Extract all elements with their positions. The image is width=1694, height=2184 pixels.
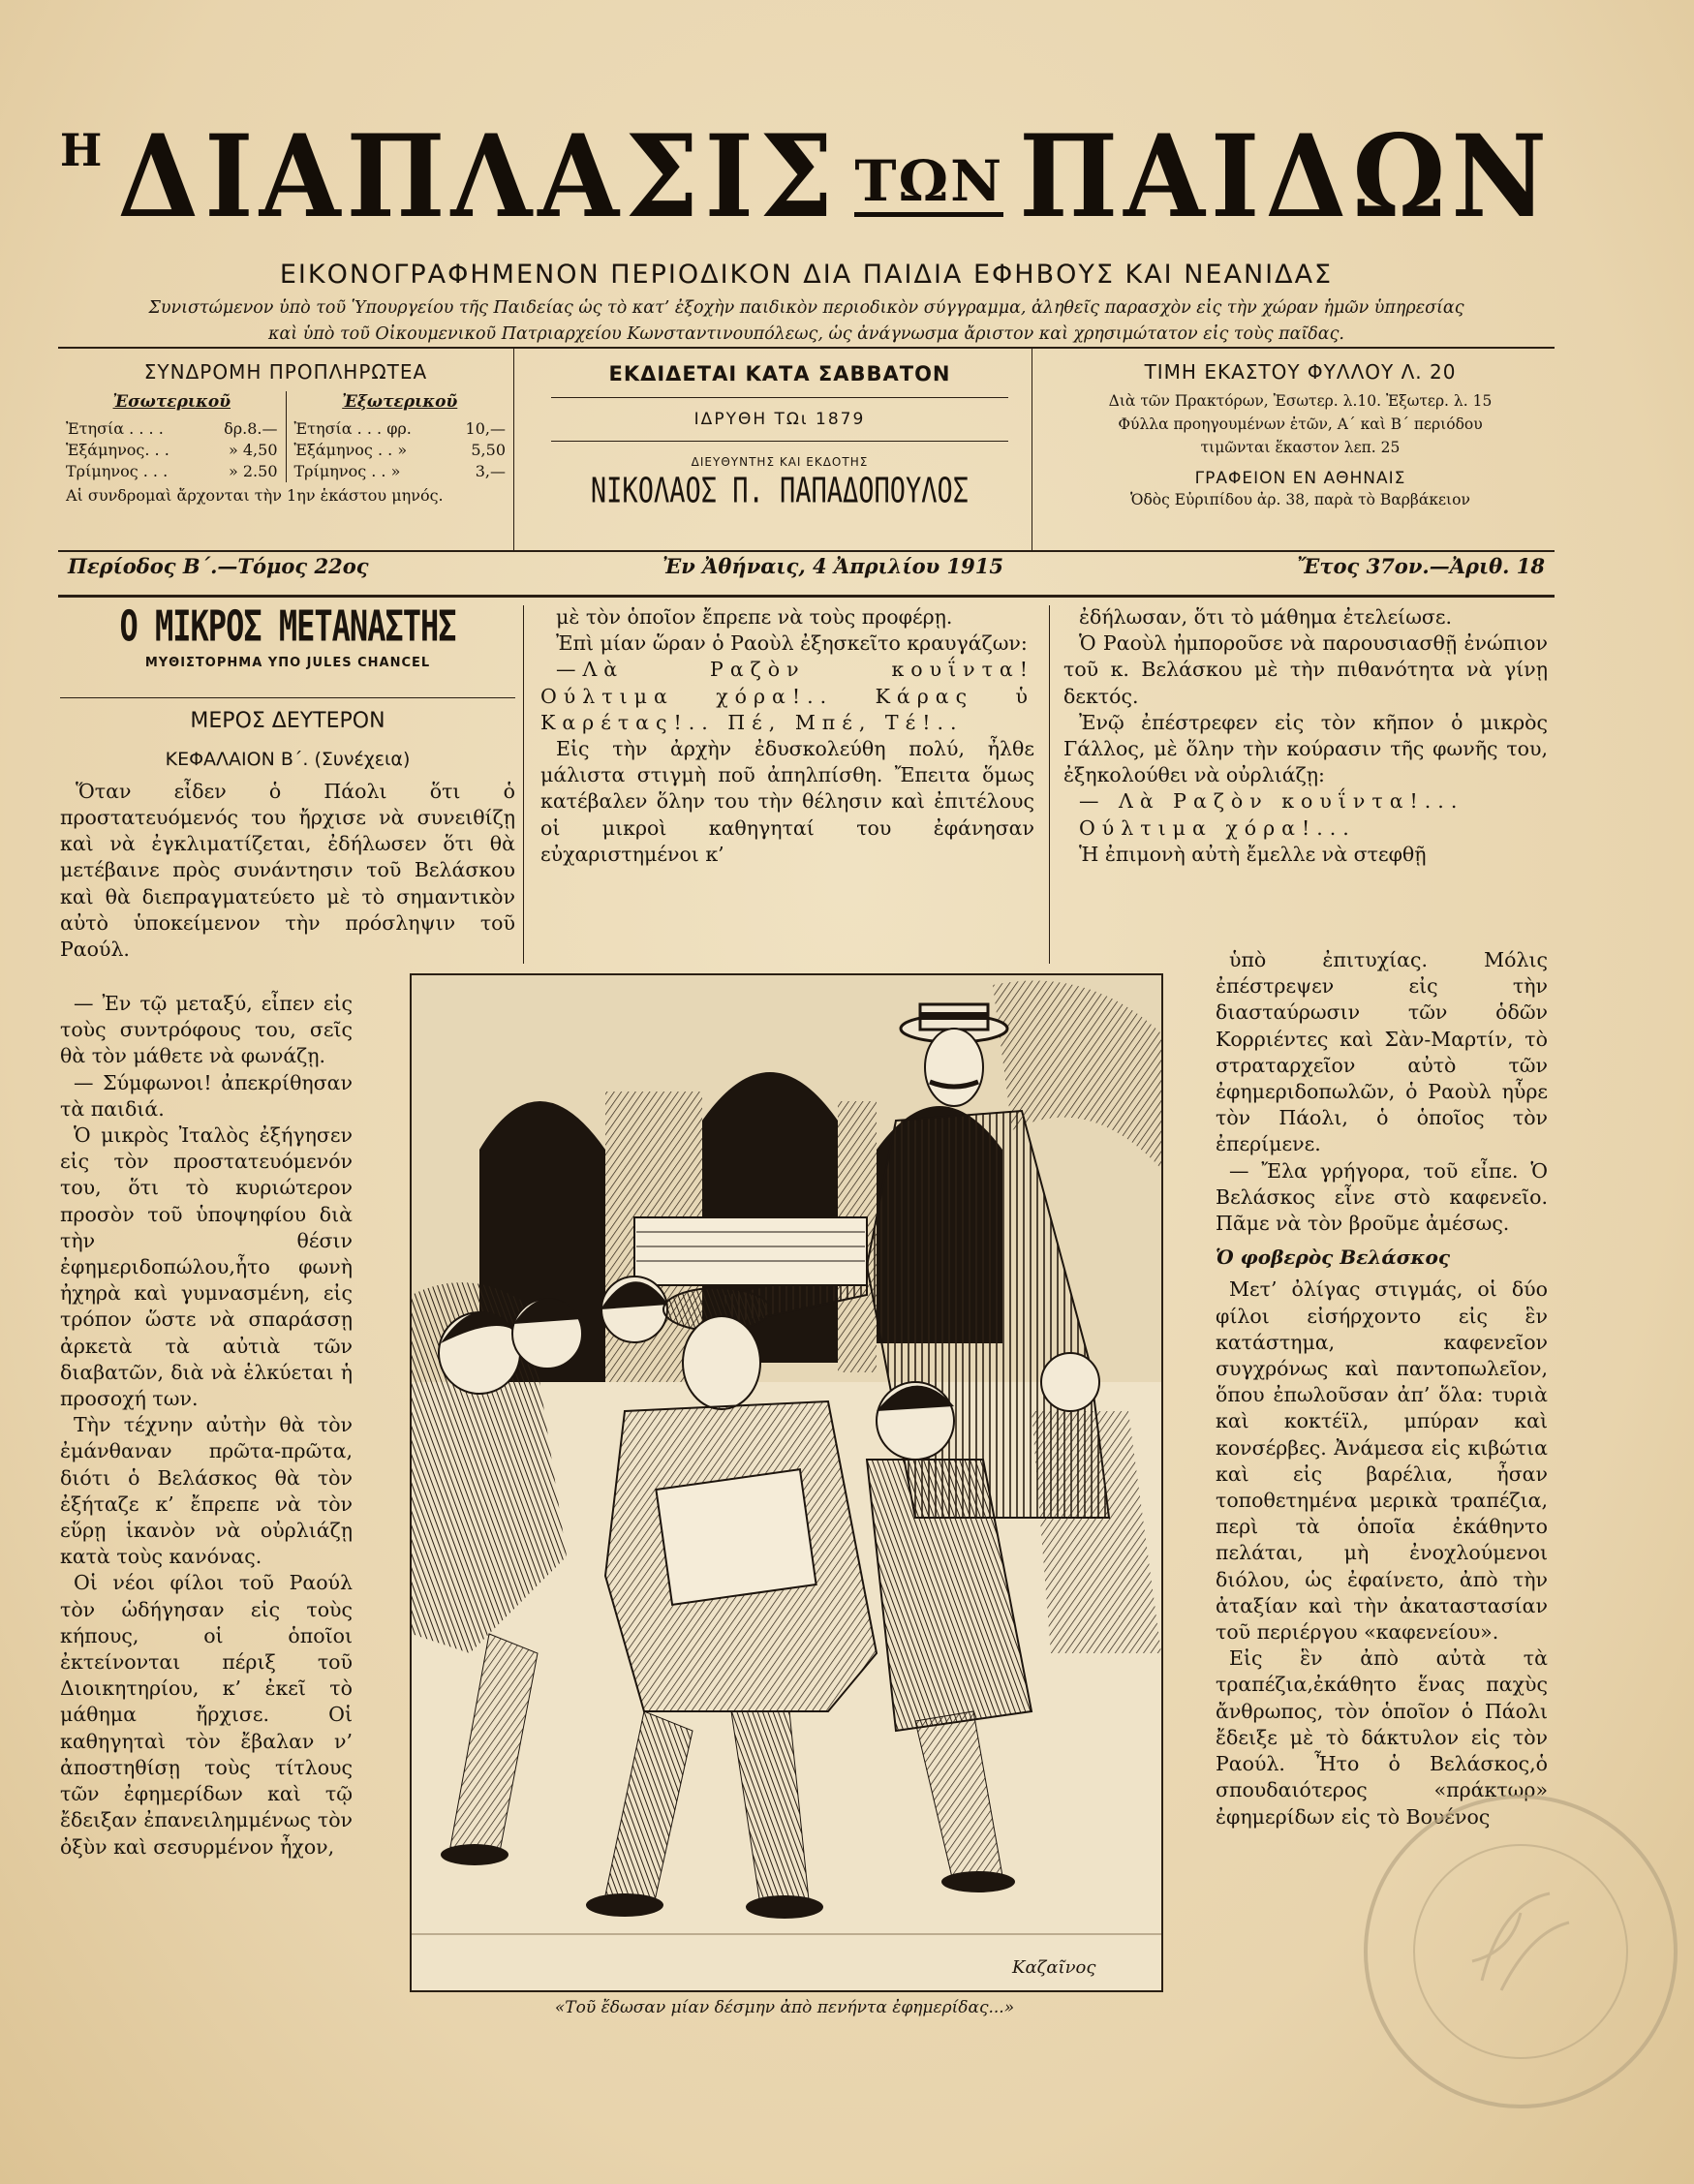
- foreign-rates: [286, 391, 514, 482]
- rate-value: » 2.50: [229, 462, 278, 480]
- paragraph: Εἰς ἓν ἀπὸ αὐτὰ τὰ τραπέζια,ἐκάθητο ἕνας παχὺς ἄνθρωπος, τὸν ὁποῖον ὁ Πάολι ἔδειξε μὲ τὸ δάκτυλον εἰς τὸν Ραούλ. Ἦτο ὁ Βελάσκος,ὁ σπουδαιότερος «πράκτωρ» ἐφημερίδων εἰς τὸ Βουένος: [1216, 1646, 1548, 1829]
- masthead-title: ΔΙΑΠΛΑΣΙΣ: [117, 110, 840, 244]
- paragraph: Ἡ ἐπιμονὴ αὐτὴ ἔμελλε νὰ στεφθῇ: [1079, 842, 1427, 866]
- year-number: Ἔτος 37ον.—Ἀριθ. 18: [1297, 554, 1545, 578]
- office-address: Ὁδὸς Εὐριπίδου ἀρ. 38, παρὰ τὸ Βαρβάκειον: [1130, 491, 1470, 508]
- recommendation-line-2: καὶ ὑπὸ τοῦ Οἰκουμενικοῦ Πατριαρχείου Κωνσταντινουπόλεως, ὡς ἀνάγνωσμα ἄριστον καὶ χρησιμώτατον εἰς τοὺς παῖδας.: [268, 324, 1344, 344]
- publisher-name: ΝΙΚΟΛΑΟΣ Π. ΠΑΠΑΔΟΠΟΥΛΟΣ: [590, 472, 970, 511]
- column-2: [540, 604, 1034, 868]
- paragraph: Ὅταν εἶδεν ὁ Πάολι ὅτι ὁ προστατευόμενός του ἤρχισε νὰ συνειθίζῃ καὶ νὰ ἐγκλιματίζεται, ἐδήλωσεν ὅτι θὰ μετέβαινε πρὸς συνάντησιν τοῦ Βελάσκου καὶ θὰ διεπραγματεύετο μὲ τὸ σημαντικὸν αὐτὸ ὑποκείμενον τὴν πρόσληψιν τοῦ Ραούλ.: [60, 779, 515, 962]
- domestic-label: Ἐσωτερικοῦ: [112, 392, 231, 412]
- artist-signature: Καζαῖνος: [1012, 1957, 1096, 1978]
- paragraph: μὲ τὸν ὁποῖον ἔπρεπε νὰ τοὺς προφέρῃ.: [556, 605, 953, 629]
- subscription-title: ΣΥΝΔΡΟΜΗ ΠΡΟΠΛΗΡΩΤΕΑ: [143, 360, 428, 384]
- subtitle: ΕΙΚΟΝΟΓΡΑΦΗΜΕΝΟΝ ΠΕΡΙΟΔΙΚΟΝ ΔΙΑ ΠΑΙΔΙΑ ΕΦΗΒΟΥΣ ΚΑΙ ΝΕΑΝΙΔΑΣ: [279, 260, 1334, 290]
- story-part: ΜΕΡΟΣ ΔΕΥΤΕΡΟΝ: [60, 697, 515, 734]
- rate-value: » 4,50: [229, 441, 278, 459]
- paragraph: Μετ’ ὀλίγας στιγμάς, οἱ δύο φίλοι εἰσήρχοντο εἰς ἓν κατάστημα, καφενεῖον συγχρόνως καὶ παντοπωλεῖον, ὅπου ἐπωλοῦσαν ἀπ’ ὅλα: τυριὰ καὶ κοκτέϊλ, μπύραν καὶ κονσέρβες. Ἀνάμεσα εἰς κιβώτια καὶ εἰς βαρέλια, ἦσαν τοποθετημένα μερικὰ τραπέζια, περὶ τὰ ὁποῖα ἐκάθηντο πελάται, μὴ ἐνοχλούμενοι διόλου, ὡς ἐφαίνετο, ἀπὸ τὴν ἀταξίαν καὶ τὴν ἀκαταστασίαν τοῦ περιέργου «καφενείου».: [1216, 1277, 1548, 1645]
- rate-value: δρ.8.—: [224, 419, 278, 438]
- rate-label: Ἐτησία . . . φρ.: [293, 419, 412, 438]
- price-line-3: τιμῶνται ἕκαστον λεπ. 25: [1200, 439, 1401, 456]
- rate-value: 5,50: [471, 441, 506, 459]
- price-line-2: Φύλλα προηγουμένων ἐτῶν, Α΄ καὶ Β΄ περιόδου: [1118, 415, 1483, 433]
- publisher-box: [528, 349, 1032, 550]
- issue-frequency: ΕΚΔΙΔΕΤΑΙ ΚΑΤΑ ΣΑΒΒΑΤΟΝ: [608, 362, 951, 385]
- column-divider: [1049, 605, 1050, 964]
- rate-label: Τρίμηνος . . »: [293, 462, 401, 480]
- paragraph: ἐδήλωσαν, ὅτι τὸ μάθημα ἐτελείωσε.: [1079, 605, 1453, 629]
- paragraph: — Σύμφωνοι! ἀπεκρίθησαν τὰ παιδιά.: [60, 1070, 353, 1121]
- rate-value: 3,—: [475, 462, 506, 480]
- story-chapter: ΚΕΦΑΛΑΙΟΝ Β΄. (Συνέχεια): [165, 748, 411, 770]
- rate-value: 10,—: [465, 419, 506, 438]
- masthead-article: Η: [59, 124, 103, 176]
- column-divider: [523, 605, 524, 964]
- paragraph: Ὁ μικρὸς Ἰταλὸς ἐξήγησεν εἰς τὸν προστατευόμενόν του, ὅτι τὸ κυριώτερον προσὸν τοῦ ὑποψηφίου διὰ τὴν θέσιν ἐφημεριδοπώλου,ἦτο φωνὴ ἠχηρὰ καὶ γυμνασμένη, εἰς τρόπον ὥστε νὰ σπαράσσῃ ἀρκετὰ τὰ αὐτιὰ τῶν διαβατῶν, διὰ νὰ ἑλκύεται ἡ προσοχή των.: [60, 1123, 353, 1411]
- paragraph: — Λὰ Ραζὸν κουΐντα!...: [1079, 789, 1464, 814]
- library-stamp: [1356, 1787, 1685, 2116]
- paragraph: —Λὰ Ραζὸν κουΐντα! Ούλτιμα χόρα!.. Κάρας ὑ Καρέτας!.. Πέ, Μπέ, Τέ!..: [540, 658, 1034, 734]
- office-title: ΓΡΑΦΕΙΟΝ ΕΝ ΑΘΗΝΑΙΣ: [1194, 469, 1406, 488]
- pricing-box: [1046, 349, 1555, 550]
- paragraph: Οἱ νέοι φίλοι τοῦ Ραούλ τὸν ὡδήγησαν εἰς τοὺς κήπους, οἱ ὁποῖοι ἐκτείνονται πέριξ τοῦ Διοικητηρίου, κ’ ἐκεῖ τὸ μάθημα ἤρχισε. Οἱ καθηγηταὶ τὸν ἔβαλαν ν’ ἀποστηθίσῃ τοὺς τίτλους τῶν ἐφημερίδων καὶ τῷ ἔδειξαν ἐπανειλημμένως τὸν ὀξὺν καὶ σεσυρμένον ἦχον,: [60, 1571, 353, 1859]
- paragraph: Ὁ Ραοὺλ ἠμποροῦσε νὰ παρουσιασθῇ ἐνώπιον τοῦ κ. Βελάσκου μὲ τὴν πιθανότητα νὰ γίνῃ δεκτός.: [1063, 631, 1548, 708]
- issue-date: Ἐν Ἀθήναις, 4 Ἀπριλίου 1915: [662, 554, 1003, 578]
- recommendation-line-1: Συνιστώμενον ὑπὸ τοῦ Ὑπουργείου τῆς Παιδείας ὡς τὸ κατ’ ἐξοχὴν παιδικὸν περιοδικὸν σύγγραμμα, ἀληθεῖς παρασχὸν εἰς τὴν χώραν ἡμῶν ὑπηρεσίας: [148, 298, 1464, 318]
- founded-year: ΙΔΡΥΘΗ ΤΩι 1879: [693, 410, 866, 429]
- subscription-box: [58, 349, 514, 550]
- story-byline: ΜΥΘΙΣΤΟΡΗΜΑ ΥΠΟ JULES CHANCEL: [144, 656, 431, 671]
- rate-label: Ἑξάμηνος . . »: [293, 441, 408, 459]
- subscription-note: Αἱ συνδρομαὶ ἄρχονται τὴν 1ην ἑκάστου μηνός.: [66, 486, 444, 505]
- section-heading: Ὁ φοβερὸς Βελάσκος: [1216, 1246, 1451, 1270]
- column-1: [60, 600, 515, 963]
- column-3-narrow: [1216, 947, 1548, 1830]
- domestic-rates: [58, 391, 286, 482]
- foreign-label: Ἐξωτερικοῦ: [342, 392, 458, 412]
- dateline: [68, 554, 1545, 587]
- paragraph: Εἰς τὴν ἀρχὴν ἐδυσκολεύθη πολύ, ἦλθε μάλιστα στιγμὴ ποῦ ἀπηλπίσθη. Ἔπειτα ὅμως κατέβαλεν ὅλην του τὴν θέλησιν καὶ ἐπιτέλους οἱ μικροὶ καθηγηταί του ἐφάνησαν εὐχαριστημένοι κ’: [540, 737, 1034, 866]
- column-1-narrow: [60, 991, 353, 1861]
- period-volume: Περίοδος Β΄.—Τόμος 22ος: [68, 554, 369, 578]
- paragraph: Ούλτιμα χόρα!...: [1079, 815, 1356, 840]
- masthead-ton: ΤΩΝ: [854, 150, 1003, 217]
- paragraph: — Ἐν τῷ μεταξύ, εἶπεν εἰς τοὺς συντρόφους του, σεῖς θὰ τὸν μάθετε νὰ φωνάζῃ.: [60, 992, 353, 1068]
- illustration-caption: «Τοῦ ἔδωσαν μίαν δέσμην ἀπὸ πενήντα ἐφημερίδας...»: [554, 1998, 1015, 2017]
- paragraph: Ἐνῷ ἐπέστρεφεν εἰς τὸν κῆπον ὁ μικρὸς Γάλλος, μὲ ὅλην τὴν κούρασιν τῆς φωνῆς του, ἐξηκολούθει νὰ οὐρλιάζῃ:: [1063, 710, 1548, 787]
- illustration: [410, 973, 1163, 1992]
- recommendation: [58, 295, 1555, 348]
- paragraph: Ἐπὶ μίαν ὥραν ὁ Ραοὺλ ἐξησκεῖτο κραυγάζων:: [556, 631, 1028, 656]
- heavy-rule: [58, 595, 1555, 598]
- rate-label: Ἐτησία . . . .: [66, 419, 164, 438]
- rate-label: Ἑξάμηνος. . .: [66, 441, 169, 459]
- price-title: ΤΙΜΗ ΕΚΑΣΤΟΥ ΦΥΛΛΟΥ Λ. 20: [1144, 360, 1457, 384]
- masthead: [59, 110, 1554, 244]
- info-box: [58, 347, 1555, 552]
- column-3: [1063, 604, 1548, 868]
- story-title: Ο ΜΙΚΡΟΣ ΜΕΤΑΝΑΣΤΗΣ: [119, 601, 456, 652]
- paragraph: Τὴν τέχνην αὐτὴν θὰ τὸν ἐμάνθαναν πρῶτα-πρῶτα, διότι ὁ Βελάσκος θὰ τὸν ἐξήταζε κ’ ἔπρεπε νὰ τὸν εὕρῃ ἱκανὸν νὰ οὐρλιάζῃ κατὰ τοὺς κανόνας.: [60, 1413, 353, 1569]
- masthead-paidon: ΠΑΙΔΩΝ: [1019, 110, 1554, 244]
- paragraph: ὑπὸ ἐπιτυχίας. Μόλις ἐπέστρεψεν εἰς τὴν διασταύρωσιν τῶν ὁδῶν Κορριέντες καὶ Σὰν-Μαρτίν, τὸ στραταρχεῖον αὐτὸ τῶν ἐφημεριδοπωλῶν, ὁ Ραοὺλ ηὗρε τὸν Πάολι, ὁ ὁποῖος τὸν ἐπερίμενε.: [1216, 948, 1548, 1156]
- publisher-role: ΔΙΕΥΘΥΝΤΗΣ ΚΑΙ ΕΚΔΟΤΗΣ: [691, 455, 869, 469]
- rate-label: Τρίμηνος . . .: [66, 462, 169, 480]
- newsboys-engraving: [412, 975, 1161, 1990]
- paragraph: — Ἔλα γρήγορα, τοῦ εἶπε. Ὁ Βελάσκος εἶνε στὸ καφενεῖο. Πᾶμε νὰ τὸν βροῦμε ἀμέσως.: [1216, 1158, 1548, 1236]
- price-line-1: Διὰ τῶν Πρακτόρων, Ἐσωτερ. λ.10. Ἐξωτερ. λ. 15: [1108, 392, 1493, 410]
